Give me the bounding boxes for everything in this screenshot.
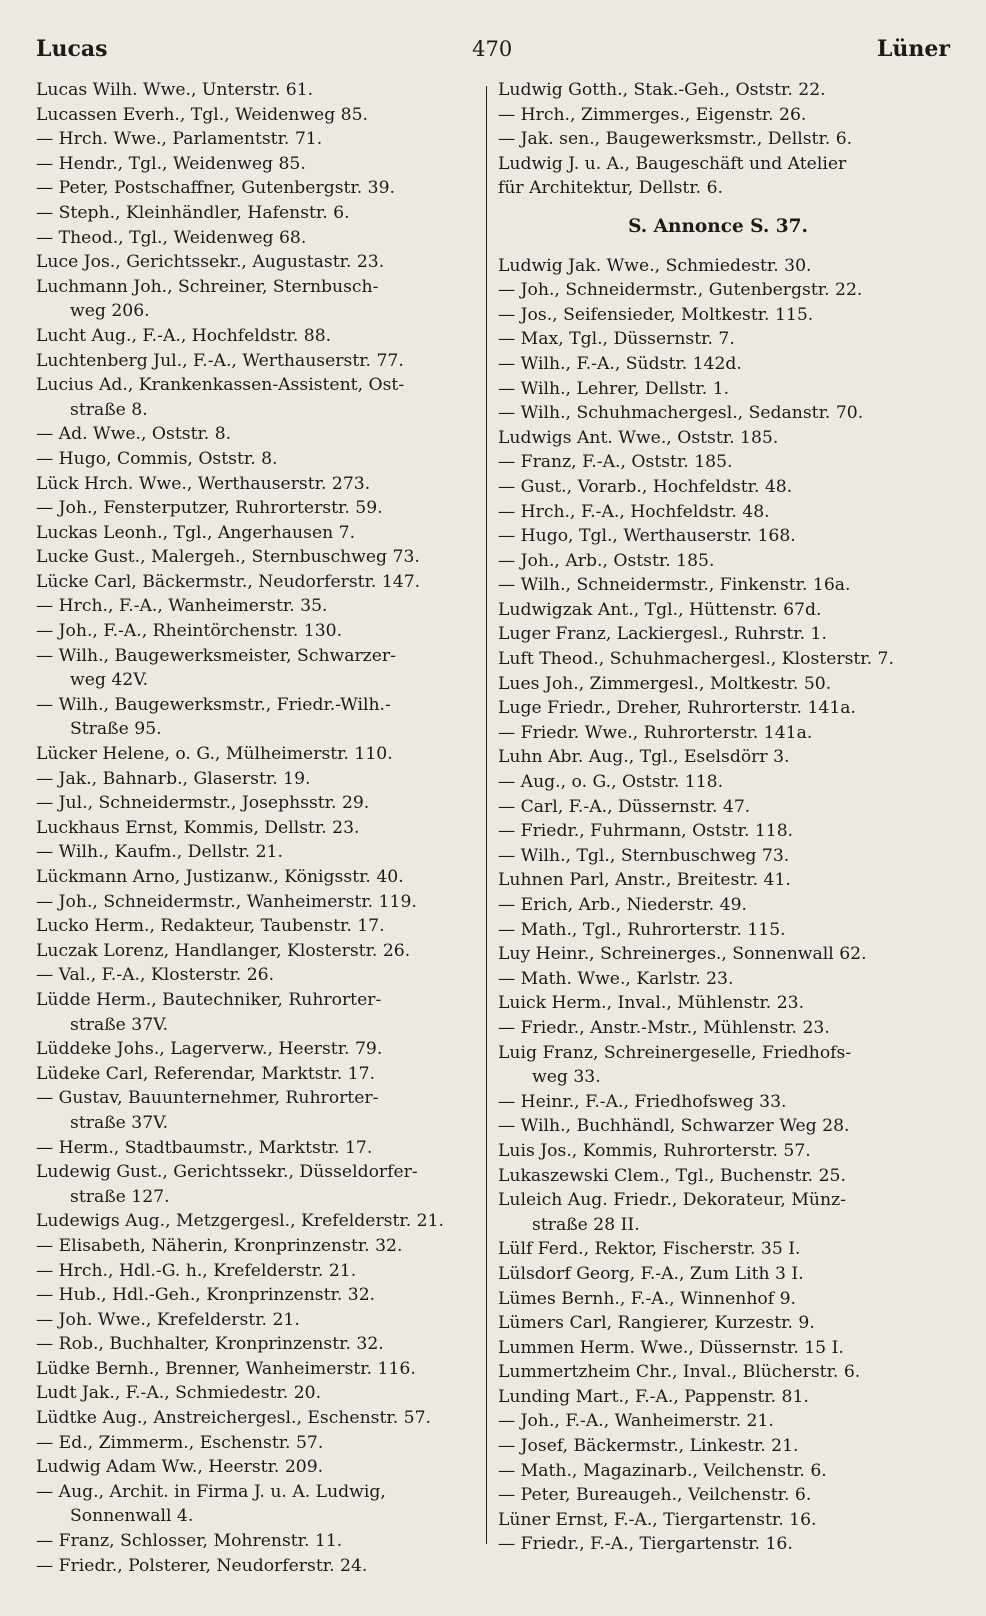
directory-entry: Lüdeke Carl, Referendar, Marktstr. 17.: [36, 1063, 376, 1084]
directory-entry: — Jak., Bahnarb., Glaserstr. 19.: [36, 768, 311, 789]
directory-entry: Ludt Jak., F.-A., Schmiedestr. 20.: [36, 1383, 322, 1404]
directory-entry: Lucassen Everh., Tgl., Weidenweg 85.: [36, 104, 369, 125]
directory-entry: — Peter, Bureaugeh., Veilchenstr. 6.: [498, 1485, 812, 1506]
directory-entry: Lüdtke Aug., Anstreichergesl., Eschenstr. 57.: [36, 1408, 431, 1429]
directory-entry: Lück Hrch. Wwe., Werthauserstr. 273.: [36, 473, 371, 494]
directory-entry: Ludwigs Ant. Wwe., Oststr. 185.: [498, 427, 779, 448]
directory-entry: — Gust., Vorarb., Hochfeldstr. 48.: [498, 476, 793, 497]
entry-continuation: straße 37V.: [70, 1014, 169, 1035]
right-column: [498, 78, 938, 1557]
directory-entry: Luchtenberg Jul., F.-A., Werthauserstr. 77.: [36, 350, 404, 371]
entry-continuation: straße 28 II.: [532, 1214, 640, 1235]
directory-entry: — Wilh., Tgl., Sternbuschweg 73.: [498, 845, 790, 866]
directory-entry: — Max, Tgl., Düssernstr. 7.: [498, 329, 735, 350]
directory-entry: — Hub., Hdl.-Geh., Kronprinzenstr. 32.: [36, 1285, 376, 1306]
directory-entry: — Hrch., Zimmerges., Eigenstr. 26.: [498, 104, 807, 125]
directory-entry: — Heinr., F.-A., Friedhofsweg 33.: [498, 1091, 787, 1112]
directory-entry: Luis Jos., Kommis, Ruhrorterstr. 57.: [498, 1140, 811, 1161]
directory-entry: Luhnen Parl, Anstr., Breitestr. 41.: [498, 870, 791, 891]
directory-entry: — Jak. sen., Baugewerksmstr., Dellstr. 6.: [498, 129, 853, 150]
directory-entry: Lücke Carl, Bäckermstr., Neudorferstr. 147.: [36, 571, 421, 592]
directory-entry: — Wilh., F.-A., Südstr. 142d.: [498, 353, 742, 374]
directory-entry: — Gustav, Bauunternehmer, Ruhrorter-: [36, 1088, 379, 1109]
directory-entry: — Ad. Wwe., Oststr. 8.: [36, 424, 232, 445]
directory-entry: — Hugo, Commis, Oststr. 8.: [36, 448, 278, 469]
directory-entry: Lülf Ferd., Rektor, Fischerstr. 35 I.: [498, 1239, 801, 1260]
directory-entry: — Aug., o. G., Oststr. 118.: [498, 772, 724, 793]
annonce-reference: S. Annonce S. 37.: [628, 215, 808, 237]
directory-entry: — Theod., Tgl., Weidenweg 68.: [36, 227, 307, 248]
directory-entry: Lümes Bernh., F.-A., Winnenhof 9.: [498, 1288, 796, 1309]
directory-entry: — Joh. Wwe., Krefelderstr. 21.: [36, 1309, 300, 1330]
directory-entry: — Joh., Arb., Oststr. 185.: [498, 550, 715, 571]
running-head-right: Lüner: [876, 36, 950, 62]
directory-entry: — Joh., F.-A., Wanheimerstr. 21.: [498, 1411, 774, 1432]
directory-entry: Lüdde Herm., Bautechniker, Ruhrorter-: [36, 989, 382, 1010]
directory-entry: Luig Franz, Schreinergeselle, Friedhofs-: [498, 1042, 852, 1063]
directory-entry: — Math. Wwe., Karlstr. 23.: [498, 968, 734, 989]
directory-entry: — Joh., Schneidermstr., Wanheimerstr. 119.: [36, 891, 417, 912]
directory-entry: Luge Friedr., Dreher, Ruhrorterstr. 141a.: [498, 698, 856, 719]
directory-entry: Lummertzheim Chr., Inval., Blücherstr. 6.: [498, 1362, 861, 1383]
entry-continuation: Sonnenwall 4.: [70, 1506, 194, 1527]
directory-entry: — Wilh., Lehrer, Dellstr. 1.: [498, 378, 730, 399]
directory-entry: — Jul., Schneidermstr., Josephsstr. 29.: [36, 793, 370, 814]
page-number: 470: [472, 37, 513, 61]
directory-entry: — Wilh., Baugewerksmstr., Friedr.-Wilh.-: [36, 694, 391, 715]
directory-entry: — Hrch., Hdl.-G. h., Krefelderstr. 21.: [36, 1260, 357, 1281]
directory-entry: — Wilh., Schuhmachergesl., Sedanstr. 70.: [498, 403, 864, 424]
entry-continuation: straße 127.: [70, 1186, 170, 1207]
directory-entry: Lucke Gust., Malergeh., Sternbuschweg 73.: [36, 547, 420, 568]
directory-entry: Ludewig Gust., Gerichtssekr., Düsseldorfer-: [36, 1162, 418, 1183]
left-column: [36, 78, 476, 1578]
directory-entry: — Hrch., F.-A., Wanheimerstr. 35.: [36, 596, 328, 617]
directory-entry: — Wilh., Baugewerksmeister, Schwarzer-: [36, 645, 396, 666]
directory-entry: Luckhaus Ernst, Kommis, Dellstr. 23.: [36, 817, 360, 838]
directory-entry: Lülsdorf Georg, F.-A., Zum Lith 3 I.: [498, 1263, 804, 1284]
directory-entry: — Hrch., F.-A., Hochfeldstr. 48.: [498, 501, 770, 522]
directory-entry: — Erich, Arb., Niederstr. 49.: [498, 895, 747, 915]
directory-entry: — Wilh., Kaufm., Dellstr. 21.: [36, 842, 283, 863]
directory-entry: Lummen Herm. Wwe., Düssernstr. 15 I.: [498, 1337, 844, 1358]
directory-entry: Luchmann Joh., Schreiner, Sternbusch-: [36, 276, 379, 297]
directory-entry: — Josef, Bäckermstr., Linkestr. 21.: [498, 1436, 799, 1457]
directory-entry: — Ed., Zimmerm., Eschenstr. 57.: [36, 1432, 324, 1453]
column-divider: [486, 86, 487, 1544]
directory-entry: — Joh., F.-A., Rheintörchenstr. 130.: [36, 621, 343, 642]
entry-continuation: straße 8.: [70, 399, 148, 420]
entry-continuation: weg 206.: [70, 301, 150, 322]
directory-entry: Ludwig Jak. Wwe., Schmiedestr. 30.: [498, 255, 812, 276]
directory-entry: — Rob., Buchhalter, Kronprinzenstr. 32.: [36, 1334, 384, 1355]
directory-entry: Lucius Ad., Krankenkassen-Assistent, Ost-: [36, 375, 405, 396]
directory-entry: — Hugo, Tgl., Werthauserstr. 168.: [498, 526, 796, 547]
directory-entry: Lücker Helene, o. G., Mülheimerstr. 110.: [36, 744, 393, 765]
directory-entry: Luy Heinr., Schreinerges., Sonnenwall 62.: [498, 944, 867, 965]
directory-entry: Lukaszewski Clem., Tgl., Buchenstr. 25.: [498, 1165, 846, 1186]
directory-entry: — Wilh., Buchhändl, Schwarzer Weg 28.: [498, 1116, 850, 1137]
directory-entry: — Wilh., Schneidermstr., Finkenstr. 16a.: [498, 575, 851, 596]
directory-entry: — Franz, Schlosser, Mohrenstr. 11.: [36, 1531, 343, 1552]
page-header: [36, 32, 950, 66]
directory-entry: — Aug., Archit. in Firma J. u. A. Ludwig,: [36, 1481, 386, 1502]
directory-entry: Lucko Herm., Redakteur, Taubenstr. 17.: [36, 916, 385, 937]
directory-entry: — Val., F.-A., Klosterstr. 26.: [36, 965, 275, 986]
directory-entry: Lümers Carl, Rangierer, Kurzestr. 9.: [498, 1313, 815, 1334]
directory-entry: — Steph., Kleinhändler, Hafenstr. 6.: [36, 202, 350, 223]
directory-entry: — Hendr., Tgl., Weidenweg 85.: [36, 153, 306, 174]
directory-entry: — Peter, Postschaffner, Gutenbergstr. 39.: [36, 178, 396, 199]
directory-entry: Lüddeke Johs., Lagerverw., Heerstr. 79.: [36, 1039, 383, 1060]
directory-entry: Luger Franz, Lackiergesl., Ruhrstr. 1.: [498, 624, 827, 645]
directory-entry: Lüner Ernst, F.-A., Tiergartenstr. 16.: [498, 1509, 817, 1530]
directory-entry: Ludwig J. u. A., Baugeschäft und Atelier: [498, 153, 847, 174]
directory-entry: Luft Theod., Schuhmachergesl., Klosterstr. 7.: [498, 649, 894, 670]
directory-entry: — Math., Tgl., Ruhrorterstr. 115.: [498, 919, 786, 940]
directory-entry: Ludwigzak Ant., Tgl., Hüttenstr. 67d.: [498, 599, 822, 620]
directory-entry: Lucht Aug., F.-A., Hochfeldstr. 88.: [36, 325, 332, 346]
directory-entry: — Carl, F.-A., Düssernstr. 47.: [498, 796, 751, 817]
entry-continuation: weg 42V.: [70, 670, 149, 691]
directory-entry: — Joh., Schneidermstr., Gutenbergstr. 22.: [498, 280, 863, 301]
running-head-left: Lucas: [36, 36, 108, 62]
directory-entry: Lues Joh., Zimmergesl., Moltkestr. 50.: [498, 673, 832, 694]
directory-entry: — Hrch. Wwe., Parlamentstr. 71.: [36, 129, 323, 150]
directory-entry: — Herm., Stadtbaumstr., Marktstr. 17.: [36, 1137, 373, 1158]
directory-entry: Luce Jos., Gerichtssekr., Augustastr. 23.: [36, 252, 385, 273]
directory-entry: Lunding Mart., F.-A., Pappenstr. 81.: [498, 1386, 809, 1407]
entry-continuation: straße 37V.: [70, 1112, 169, 1133]
directory-entry: Lüdke Bernh., Brenner, Wanheimerstr. 116.: [36, 1358, 416, 1379]
directory-entry: Luleich Aug. Friedr., Dekorateur, Münz-: [498, 1190, 846, 1211]
directory-entry: — Joh., Fensterputzer, Ruhrorterstr. 59.: [36, 498, 383, 519]
entry-continuation: weg 33.: [532, 1067, 601, 1088]
directory-entry: — Elisabeth, Näherin, Kronprinzenstr. 32.: [36, 1235, 403, 1256]
directory-entry: Lucas Wilh. Wwe., Unterstr. 61.: [36, 80, 314, 100]
directory-entry: Luick Herm., Inval., Mühlenstr. 23.: [498, 993, 805, 1014]
directory-entry: — Math., Magazinarb., Veilchenstr. 6.: [498, 1460, 827, 1481]
directory-entry: Ludwig Gotth., Stak.-Geh., Oststr. 22.: [498, 80, 826, 100]
directory-entry: Luhn Abr. Aug., Tgl., Eselsdörr 3.: [498, 747, 790, 768]
directory-entry: — Franz, F.-A., Oststr. 185.: [498, 452, 733, 473]
directory-entry: für Architektur, Dellstr. 6.: [498, 178, 723, 199]
directory-entry: — Friedr., Fuhrmann, Oststr. 118.: [498, 821, 794, 842]
directory-entry: Luczak Lorenz, Handlanger, Klosterstr. 26.: [36, 940, 411, 961]
entry-continuation: Straße 95.: [70, 719, 162, 740]
directory-entry: Ludewigs Aug., Metzgergesl., Krefelderstr. 21.: [36, 1211, 444, 1232]
directory-entry: — Friedr. Wwe., Ruhrorterstr. 141a.: [498, 722, 813, 743]
directory-entry: Luckas Leonh., Tgl., Angerhausen 7.: [36, 522, 356, 543]
directory-entry: — Jos., Seifensieder, Moltkestr. 115.: [498, 304, 814, 325]
directory-entry: Lückmann Arno, Justizanw., Königsstr. 40.: [36, 867, 404, 887]
directory-entry: — Friedr., Polsterer, Neudorferstr. 24.: [36, 1555, 368, 1576]
directory-entry: — Friedr., Anstr.-Mstr., Mühlenstr. 23.: [498, 1017, 830, 1038]
directory-entry: — Friedr., F.-A., Tiergartenstr. 16.: [498, 1534, 793, 1555]
directory-entry: Ludwig Adam Ww., Heerstr. 209.: [36, 1457, 324, 1478]
